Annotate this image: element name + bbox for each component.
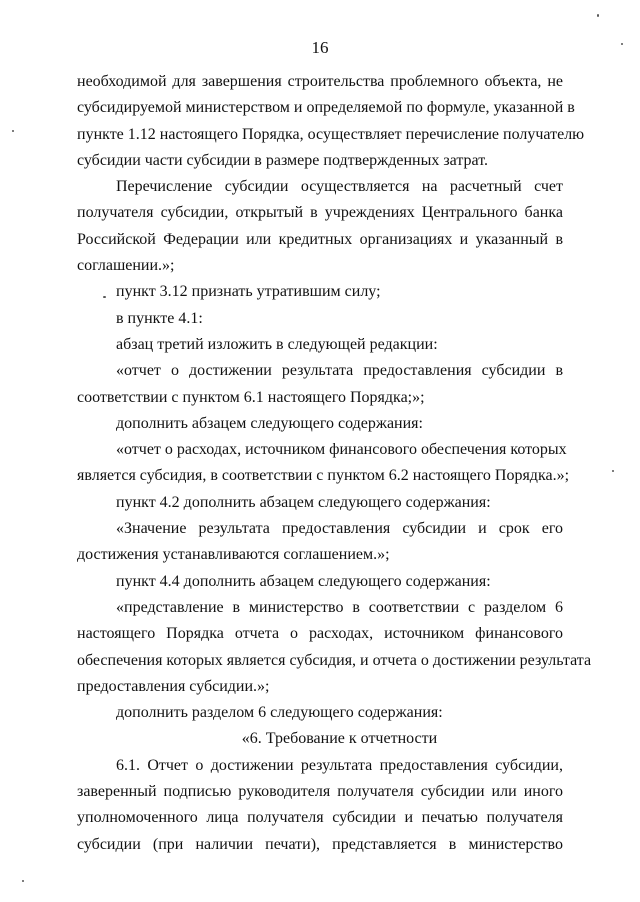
text-line: обеспечения которых является субсидия, и отчета о достижении результата [77,651,592,669]
text-line: «Значение результата предоставления субсидии и срок его [116,520,563,538]
text-line: Российской Федерации или кредитных организациях и указанный в [77,230,563,248]
scan-speck [621,43,623,45]
page-number: 16 [311,38,329,57]
text-line: пункт 3.12 признать утратившим силу; [116,283,381,301]
text-line: достижения устанавливаются соглашением.»; [77,546,390,564]
document-body [77,69,592,858]
text-line: пункт 4.4 дополнить абзацем следующего содержания: [116,572,491,590]
text-line: соглашении.»; [77,257,175,275]
text-line: 6.1. Отчет о достижении результата предоставления субсидии, [116,756,563,774]
text-line: «отчет о достижении результата предоставления субсидии в [116,362,563,380]
scan-speck [22,880,24,882]
scan-speck [597,14,599,17]
scan-speck [612,470,614,472]
text-line: абзац третий изложить в следующей редакции: [116,335,438,353]
text-line: является субсидия, в соответствии с пунктом 6.2 настоящего Порядка.»; [77,467,570,485]
text-line: дополнить разделом 6 следующего содержания: [116,704,443,722]
text-line: получателя субсидии, открытый в учреждениях Центрального банка [77,204,563,222]
text-line: Перечисление субсидии осуществляется на расчетный счет [116,178,563,196]
text-line: пункт 4.2 дополнить абзацем следующего содержания: [116,493,491,511]
text-line: соответствии с пунктом 6.1 настоящего Порядка;»; [77,388,425,406]
text-line: заверенный подписью руководителя получателя субсидии или иного [77,783,563,801]
text-line: пункте 1.12 настоящего Порядка, осуществляет перечисление получателю [77,125,585,143]
section-heading: «6. Требование к отчетности [241,730,438,748]
scan-speck [12,130,14,132]
text-line: дополнить абзацем следующего содержания: [116,414,423,432]
text-line: настоящего Порядка отчета о расходах, источником финансового [77,625,563,643]
text-line: предоставления субсидии.»; [77,677,270,695]
text-line: «представление в министерство в соответствии с разделом 6 [116,598,563,616]
text-line: уполномоченного лица получателя субсидии и печатью получателя [77,809,563,827]
text-line: субсидии части субсидии в размере подтвержденных затрат. [77,151,489,169]
text-line: в пункте 4.1: [116,309,203,327]
text-line: «отчет о расходах, источником финансового обеспечения которых [116,441,567,459]
text-line: субсидии (при наличии печати), представляется в министерство [77,835,563,853]
text-line: необходимой для завершения строительства проблемного объекта, не [77,73,563,90]
scan-speck [103,296,106,298]
text-line: субсидируемой министерством и определяемой по формуле, указанной в [77,99,575,117]
